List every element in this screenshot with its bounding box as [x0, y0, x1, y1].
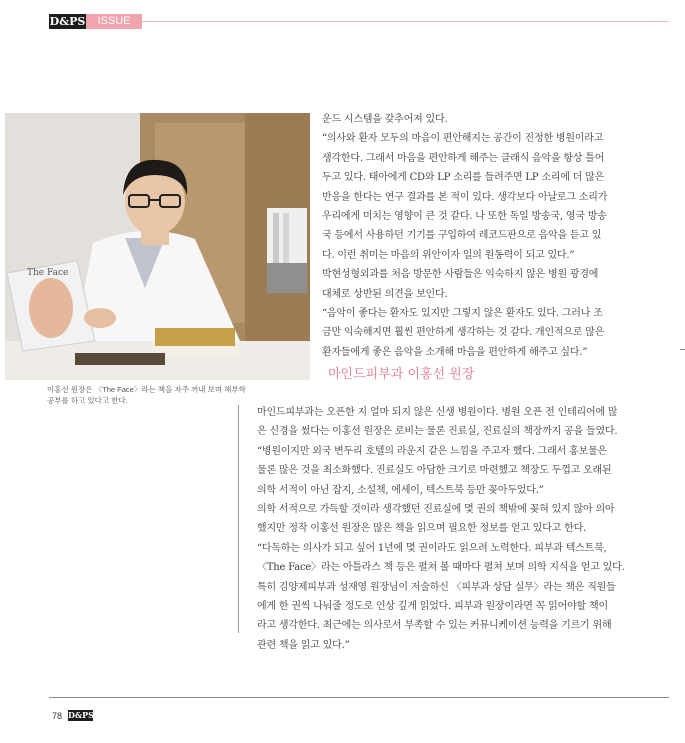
text-line: 특히 김양제피부과 성재영 원장님이 저술하신 〈피부과 상담 실무〉라는 책은 직원들	[257, 581, 616, 593]
text-line: “의사와 환자 모두의 마음이 편안해지는 공간이 진정한 병원이라고	[322, 133, 604, 145]
text-line: 금만 익숙해지면 훨씬 편안하게 생각하는 것 같다. 개인적으로 많은	[322, 327, 605, 339]
footer-logo: D&PS	[68, 710, 94, 720]
text-line: 국 등에서 사용하던 기기를 구입하여 레코드판으로 음악을 듣고 있	[322, 230, 602, 242]
footer-rule	[49, 697, 669, 698]
doctor-photo	[5, 113, 310, 380]
text-line: “병원이지만 외국 변두리 호텔의 라운지 같은 느낌을 주고자 했다. 그래서 홍보물은	[257, 445, 607, 457]
article-column-2	[257, 403, 625, 655]
text-line: 의학 서적이 아닌 잡지, 소설책, 에세이, 텍스트북 등만 꽂아두었다.”	[257, 484, 544, 496]
section-heading: 마인드피부과 이홍선 원장	[328, 367, 475, 382]
magazine-logo: D&PS	[49, 15, 86, 28]
page-number: 78	[52, 711, 63, 721]
text-line: 환자들에게 좋은 음악을 소개해 마음을 편안하게 해주고 싶다.”	[322, 346, 588, 358]
text-line: 우리에게 미치는 영향이 큰 것 같다. 나 또한 독일 방송국, 영국 방송	[322, 211, 607, 223]
text-line: 물론 많은 것을 최소화했다. 진료실도 아담한 크기로 마련했고 책장도 두껍고 오래된	[257, 465, 612, 477]
text-line: 했지만 정작 이홍선 원장은 많은 책을 읽으며 필요한 정보를 얻고 있다고 한다.	[257, 523, 587, 535]
article-column-1	[322, 110, 607, 362]
caption-line: 공부를 하고 있다고 한다.	[47, 396, 128, 405]
text-line: “음악이 좋다는 환자도 있지만 그렇지 않은 환자도 있다. 그러나 조	[322, 308, 603, 320]
text-line: 관련 책을 읽고 있다.”	[257, 639, 350, 651]
text-line: 박현성형외과를 처음 방문한 사람들은 익숙하지 않은 병원 광경에	[322, 269, 599, 281]
text-line: 라고 생각한다. 최근에는 의사로서 부족할 수 있는 커뮤니케이션 능력을 기르기 위해	[257, 620, 612, 632]
text-line: 생각한다. 그래서 마음을 편안하게 해주는 클래식 음악을 항상 틀어	[322, 152, 605, 164]
caption-line: 이홍선 원장은 〈The Face〉라는 책을 자주 꺼내 보며 해부학	[47, 385, 246, 394]
text-line: “다독하는 의사가 되고 싶어 1년에 몇 권이라도 읽으려 노력한다. 피부과 텍스트북,	[257, 542, 607, 554]
text-line: 의학 서적으로 가득할 것이라 생각했던 진료실에 몇 권의 책밖에 꽂혀 있지 않아 의아	[257, 504, 615, 516]
header-rule	[142, 21, 669, 22]
text-line: 운드 시스템을 갖추어져 있다.	[322, 114, 448, 125]
text-line: 마인드피부과는 오픈한 지 얼마 되지 않은 신생 병원이다. 병원 오픈 전 인테리어에 많	[257, 407, 618, 418]
text-line: 에게 한 권씩 나눠줄 정도로 인상 깊게 읽었다. 피부과 원장이라면 꼭 읽어야할 책이	[257, 601, 608, 613]
text-line: 대체로 상반된 의견을 보인다.	[322, 288, 448, 300]
text-line: 다. 이런 취미는 마음의 위안이자 일의 원동력이 되고 있다.”	[322, 249, 575, 261]
column-divider	[238, 405, 239, 633]
text-line: 두고 있다. 태아에게 CD와 LP 소리를 들려주면 LP 소리에 더 많은	[322, 172, 605, 184]
book-cover-title: The Face	[27, 268, 69, 278]
text-line: 은 신경을 썼다는 이홍선 원장은 로비는 물론 진료실, 진료실의 책장까지 공을 들였다.	[257, 426, 618, 438]
section-tag: ISSUE	[86, 14, 142, 29]
text-line: 반응을 한다는 연구 결과를 본 적이 있다. 생각보다 아날로그 소리가	[322, 191, 608, 203]
text-line: 〈The Face〉라는 아틀라스 책 등은 펼쳐 볼 때마다 펼쳐 보며 의학 지식을 얻고 있다.	[257, 562, 625, 574]
margin-tick	[680, 349, 685, 350]
photo-caption	[47, 384, 247, 406]
